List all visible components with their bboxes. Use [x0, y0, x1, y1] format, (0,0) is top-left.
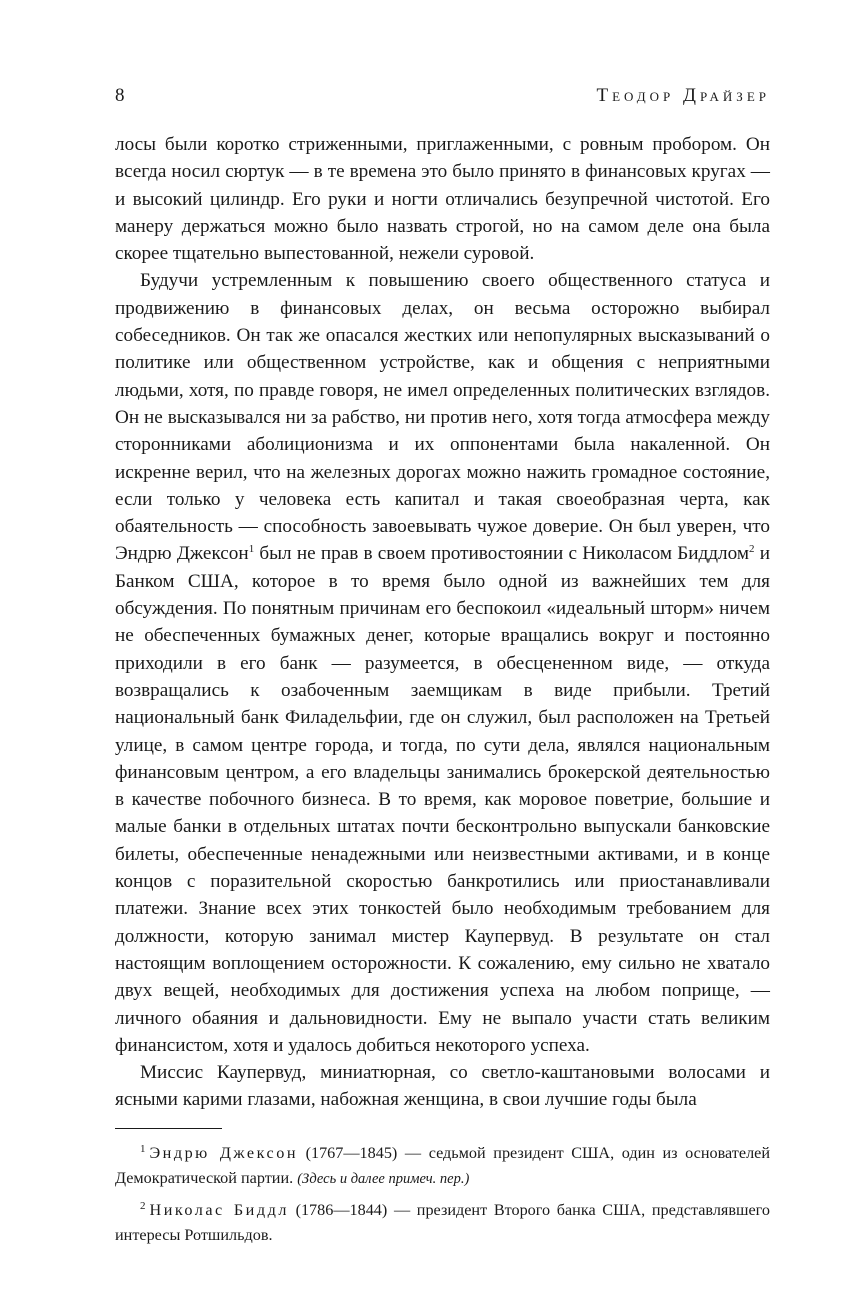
body-text — [115, 131, 770, 1114]
footnote-ref-1[interactable]: 1 — [248, 543, 255, 556]
paragraph-2 — [115, 267, 770, 1059]
paragraph-3: Миссис Каупервуд, миниатюрная, со светло-каштановыми волосами и ясными карими глазами, набожная женщина, в свои лучшие годы была — [115, 1062, 770, 1111]
footnote-2 — [115, 1198, 770, 1248]
running-title: Теодор Драйзер — [596, 85, 770, 106]
footnote-name: Эндрю Джексон — [149, 1143, 298, 1162]
footnote-1 — [115, 1141, 770, 1192]
paragraph-2-part-a: Будучи устремленным к повышению своего общественного статуса и продвижению в финансовых делах, он весьма осторожно выбирал собеседников. Он так же опасался жестких или непопулярных высказываний о политике или общественном устройстве, как и общения с неприятными людьми, хотя, по правде говоря, не имел определенных политических взглядов. Он не высказывался ни за рабство, ни против него, хотя тогда атмосфера между сторонниками аболиционизма и их оппонентами была накаленной. Он искренне верил, что на железных дорогах можно нажить громадное состояние, если только у человека есть капитал и такая своеобразная черта, как обаятельность — способность завоевывать чужое доверие. Он был уверен, что Эндрю Джексон — [115, 270, 770, 565]
paragraph-2-part-c: и Банком США, которое в то время было одной из важнейших тем для обсуждения. По понятным причинам его беспокоил «идеальный шторм» ничем не обеспеченных бумажных денег, которые вращались вокруг и постоянно приходили в его банк — разумеется, в обесцененном виде, — откуда возвращались к озабоченным заемщикам в виде прибыли. Третий национальный банк Филадельфии, где он служил, был расположен на Третьей улице, в самом центре города, и тогда, по сути дела, являлся национальным финансовым центром, а его владельцы занимались брокерской деятельностью в качестве побочного бизнеса. В то время, как моровое поветрие, большие и малые банки в отдельных штатах почти бесконтрольно выпускали банковские билеты, обеспеченные ненадежными или неизвестными активами, и в конце концов с поразительной скоростью банкротились или приостанавливали платежи. Знание всех этих тонкостей было необходимым требованием для должности, которую занимал мистер Каупервуд. В результате он стал настоящим воплощением осторожности. К сожалению, ему сильно не хватало двух вещей, необходимых для достижения успеха на любом поприще, — личного обаяния и дальновидности. Ему не выпало участи стать великим финансистом, хотя и удалось добиться некоторого успеха. — [115, 543, 770, 1056]
footnote-text: (1786—1844) — президент Второго банка США, представлявшего интересы Ротшильдов. — [115, 1200, 771, 1244]
paragraph-1: лосы были коротко стриженными, приглаженными, с ровным пробором. Он всегда носил сюртук — в те времена это было принято в финансовых кругах — и высокий цилиндр. Его руки и ногти отличались безупречной чистотой. Его манеру держаться можно было назвать строгой, но на самом деле она была скорее тщательно выпестованной, нежели суровой. — [115, 134, 770, 265]
footnote-number: 2 — [140, 1199, 146, 1212]
footnotes — [115, 1141, 770, 1248]
footnote-divider — [115, 1128, 222, 1129]
page-number: 8 — [115, 85, 125, 106]
footnote-text: (1767—1845) — седьмой президент США, один из основателей Демократической партии. — [115, 1143, 770, 1187]
footnote-number: 1 — [140, 1142, 146, 1155]
footnote-name: Николас Биддл — [149, 1200, 289, 1219]
book-page — [115, 85, 770, 1254]
paragraph-2-part-b: был не прав в своем противостоянии с Николасом Биддлом — [254, 543, 749, 565]
footnote-ref-2[interactable]: 2 — [749, 543, 755, 556]
footnote-translator-note: (Здесь и далее примеч. пер.) — [297, 1170, 470, 1187]
running-head — [115, 85, 770, 111]
